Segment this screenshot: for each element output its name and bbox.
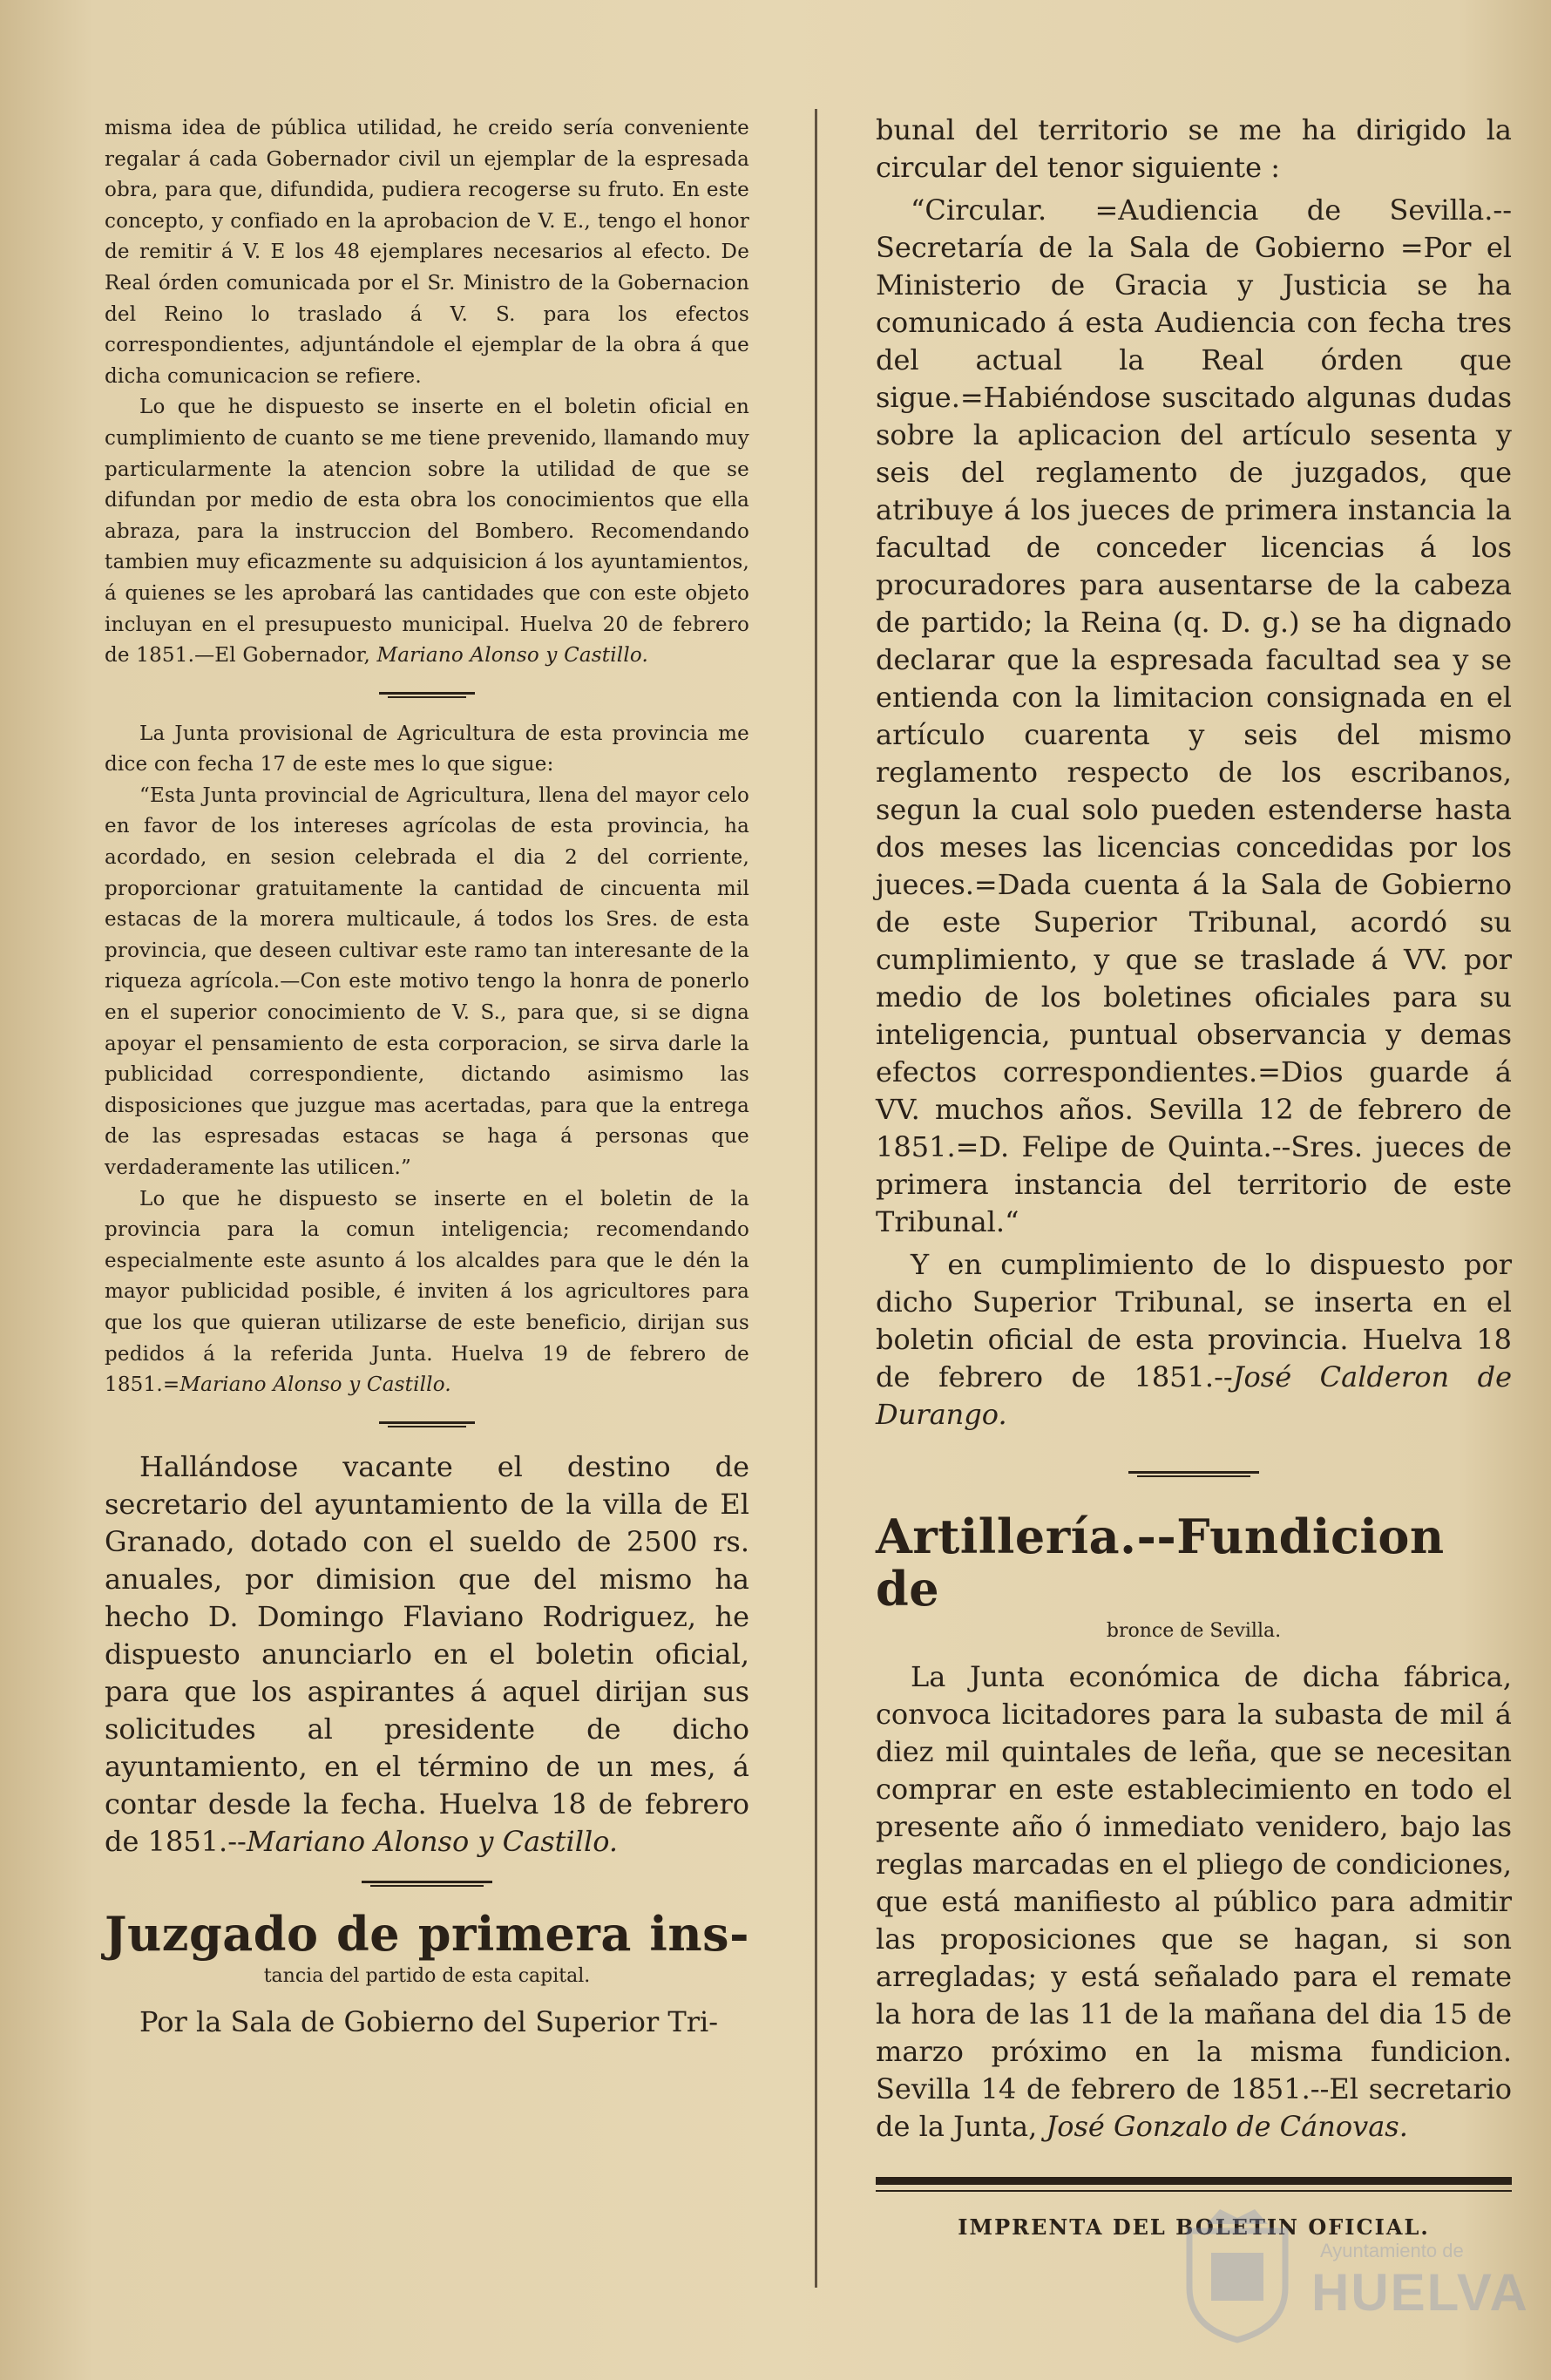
article-paragraph: Por la Sala de Gobierno del Superior Tri-	[139, 2004, 719, 2038]
section-separator	[1128, 1470, 1259, 1479]
watermark-line-1: Ayuntamiento de	[1320, 2240, 1464, 2261]
signature: José Gonzalo de Cánovas.	[1046, 2110, 1408, 2143]
section-separator	[379, 1421, 475, 1429]
column-divider	[815, 109, 817, 2288]
quoted-circular: “Circular. =Audiencia de Sevilla.--Secretaría de la Sala de Gobierno =Por el Ministerio de Gracia y Justicia se ha comunicado á esta Audiencia con fecha tres del actual la Real órden que sigue.=Habiéndose suscitado algunas dudas sobre la aplicacion del artículo sesenta y seis del reglamento de juzgados, que atribuye á los jueces de primera instancia la facultad de conceder licencias á los procuradores para ausentarse de la cabeza de partido; la Reina (q. D. g.) se ha dignado declarar que la espresada facultad sea y se entienda con la limitacion consignada en el artículo cuarenta y seis del mismo reglamento respecto de los escribanos, segun la cual solo pueden estenderse hasta dos meses las licencias concedidas por los jueces.=Dada cuenta á la Sala de Gobierno de este Superior Tribunal, acordó su cumplimiento, y que se traslade á VV. por medio de los boletines oficiales para su inteligencia, puntual observancia y demas efectos correspondientes.=Dios guarde á VV. muchos años. Sevilla 12 de febrero de 1851.=D. Felipe de Quinta.--Sres. jueces de primera instancia del territorio de este Tribunal.“	[876, 193, 1512, 1238]
closing-rule	[876, 2177, 1512, 2185]
article-paragraph: bunal del territorio se me ha dirigido la circular del tenor siguiente :	[876, 113, 1512, 184]
left-column	[105, 113, 749, 2041]
paragraph-text: La Junta económica de dicha fábrica, convoca licitadores para la subasta de mil á diez mil quintales de leña, que se necesitan comprar en este establecimiento en todo el presente año ó inmediato venidero, bajo las reglas marcadas en el pliego de condiciones, que está manifiesto al público para admitir las proposiciones que se hagan, si son arregladas; y está señalado para el remate la hora de las 11 de la mañana del dia 15 de marzo próximo en la misma fundicion. Sevilla 14 de febrero de 1851.--El secretario de la Junta,	[876, 1660, 1512, 2143]
closing-rule-thin	[876, 2190, 1512, 2192]
signature: Mariano Alonso y Castillo.	[179, 1373, 451, 1397]
section-separator	[379, 691, 475, 700]
article-paragraph: misma idea de pública utilidad, he creido sería conveniente regalar á cada Gobernador civil un ejemplar de la espresada obra, para que, difundida, pudiera recogerse su fruto. En este concepto, y confiado en la aprobacion de V. E., tengo el honor de remitir á V. E los 48 ejemplares necesarios al efecto. De Real órden comunicada por el Sr. Ministro de la Gobernacion del Reino lo traslado á V. S. para los efectos correspondientes, adjuntándole el ejemplar de la obra á que dicha comunicacion se refiere.	[105, 117, 749, 388]
article-paragraph	[105, 1448, 749, 1861]
section-heading: Juzgado de primera ins-	[105, 1905, 749, 1962]
article-paragraph	[105, 392, 749, 671]
article-paragraph	[876, 1658, 1512, 2146]
section-subheading: tancia del partido de esta capital.	[263, 1964, 591, 1987]
section-heading: Artillería.--Fundicion de	[876, 1509, 1445, 1617]
watermark-line-2: HUELVA	[1311, 2263, 1529, 2322]
section-separator	[362, 1880, 492, 1888]
right-column	[876, 112, 1512, 2240]
paragraph-text: Lo que he dispuesto se inserte en el boletin oficial en cumplimiento de cuanto se me tiene prevenido, llamando muy particularmente la atencion sobre la utilidad de que se difundan por medio de esta obra los conocimientos que ella abraza, para la instruccion del Bombero. Recomendando tambien muy eficazmente su adquisicion á los ayuntamientos, á quienes se les aprobará las cantidades que con este objeto incluyan en el presupuesto municipal. Huelva 20 de febrero de 1851.—El Gobernador,	[105, 396, 749, 668]
paragraph-text: Lo que he dispuesto se inserte en el boletin de la provincia para la comun inteligencia; recomendando especialmente este asunto á los alcaldes para que le dén la mayor publicidad posible, é inviten á los agricultores para que los que quieran utilizarse de este beneficio, dirijan sus pedidos á la referida Junta. Huelva 19 de febrero de 1851.=	[105, 1187, 749, 1397]
archive-watermark	[1181, 2205, 1529, 2344]
signature: José Calderon de Durango.	[876, 1360, 1513, 1431]
crest-icon	[1181, 2205, 1294, 2344]
section-subheading: bronce de Sevilla.	[1106, 1620, 1282, 1642]
paragraph-text: Y en cumplimiento de lo dispuesto por dicho Superior Tribunal, se inserta en el boletin oficial de esta provincia. Huelva 18 de febrero de 1851.--	[876, 1248, 1512, 1393]
printer-imprint: IMPRENTA DEL BOLETIN OFICIAL.	[958, 2214, 1430, 2240]
signature: Mariano Alonso y Castillo.	[246, 1824, 619, 1858]
article-paragraph	[876, 1246, 1512, 1434]
paragraph-text: Hallándose vacante el destino de secretario del ayuntamiento de la villa de El Granado, dotado con el sueldo de 2500 rs. anuales, por dimision que del mismo ha hecho D. Domingo Flaviano Rodriguez, he dispuesto anunciarlo en el boletin oficial, para que los aspirantes á aquel dirijan sus solicitudes al presidente de dicho ayuntamiento, en el término de un mes, á contar desde la fecha. Huelva 18 de febrero de 1851.--	[105, 1449, 749, 1858]
article-paragraph	[105, 1184, 749, 1401]
quoted-paragraph: “Esta Junta provincial de Agricultura, llena del mayor celo en favor de los intereses agrícolas de esta provincia, ha acordado, en sesion celebrada el dia 2 del corriente, proporcionar gratuitamente la cantidad de cincuenta mil estacas de la morera multicaule, á todos los Sres. de esta provincia, que deseen cultivar este ramo tan interesante de la riqueza agrícola.—Con este motivo tengo la honra de ponerlo en el superior conocimiento de V. S., para que, si se digna apoyar el pensamiento de esta corporacion, se sirva darle la publicidad correspondiente, dictando asimismo las disposiciones que juzgue mas acertadas, para que la entrega de las espresadas estacas se haga á personas que verdaderamente las utilicen.”	[105, 783, 749, 1179]
signature: Mariano Alonso y Castillo.	[376, 644, 649, 668]
article-paragraph: La Junta provisional de Agricultura de esta provincia me dice con fecha 17 de este mes lo que sigue:	[105, 722, 749, 776]
